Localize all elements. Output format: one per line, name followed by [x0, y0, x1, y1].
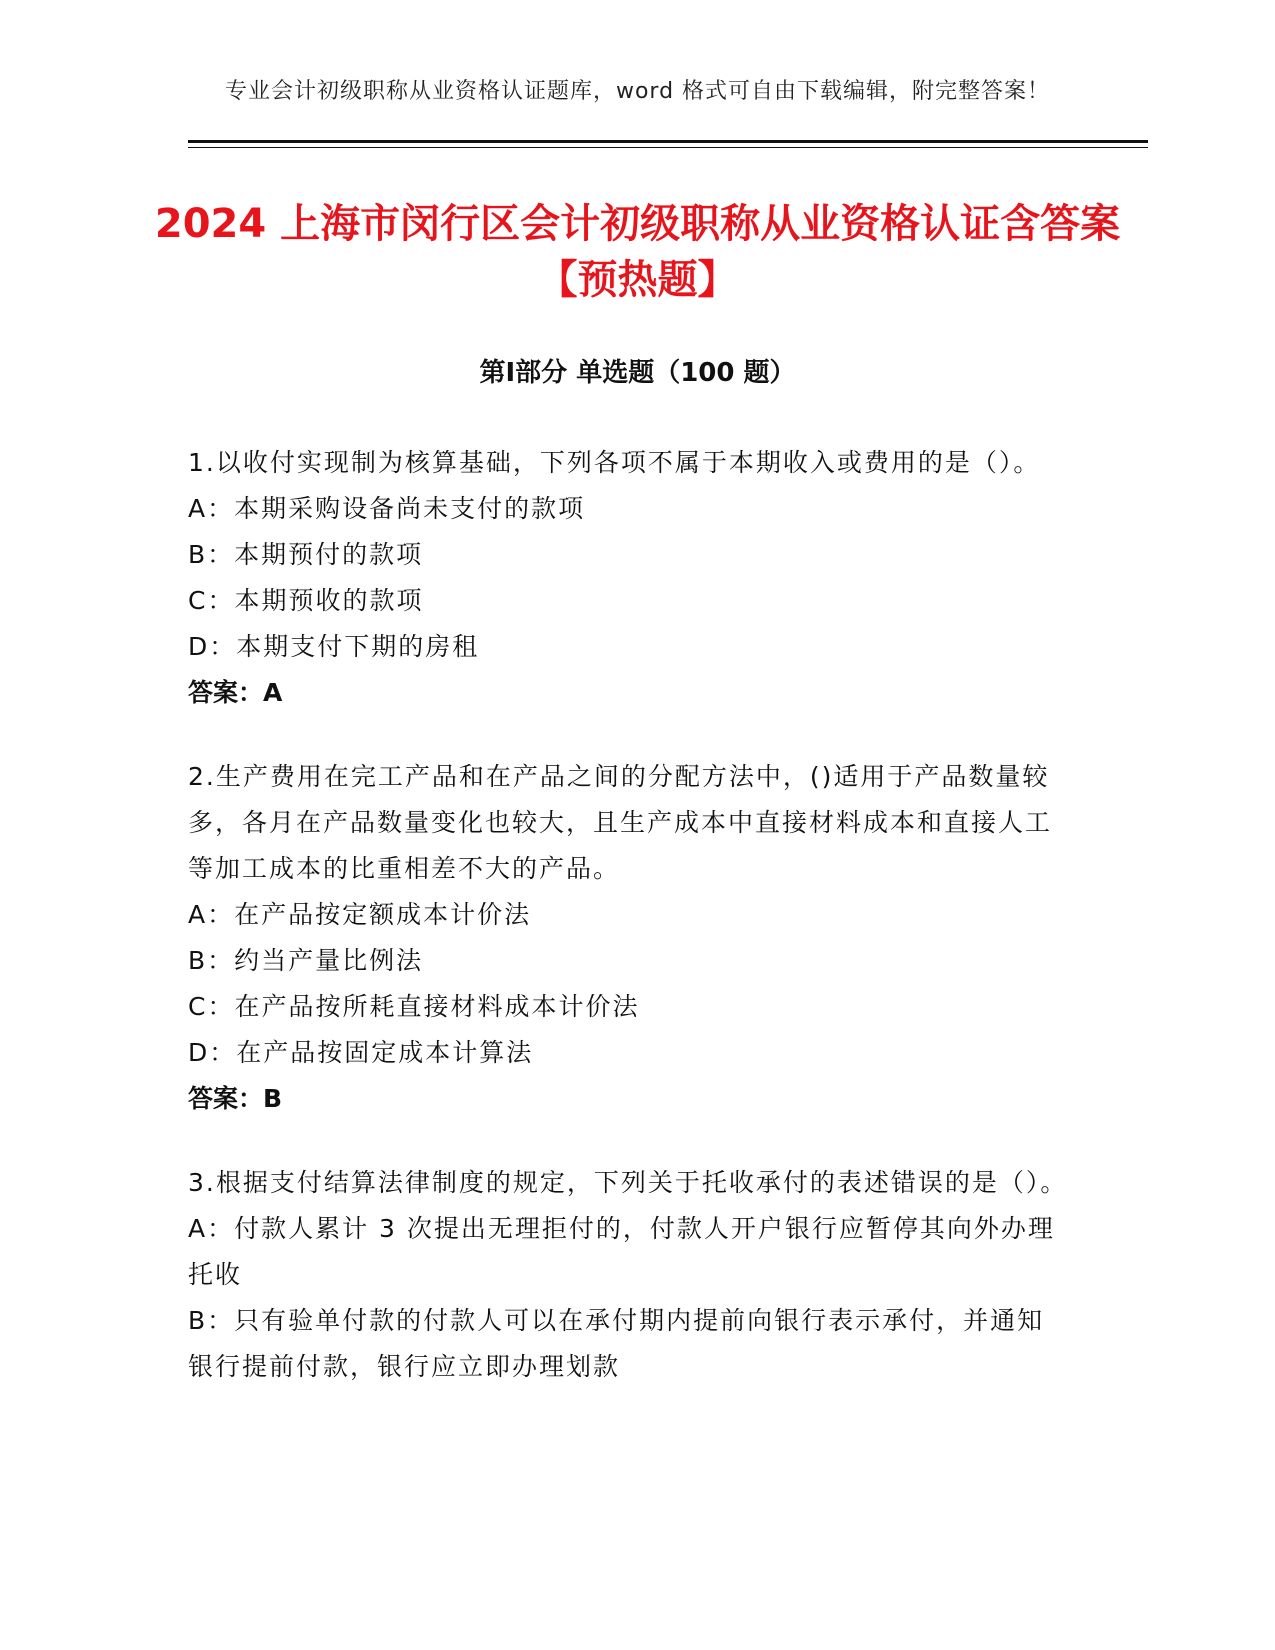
header-divider-thin	[188, 147, 1148, 148]
answer: 答案：B	[188, 1084, 283, 1113]
option-d: D：本期支付下期的房租	[188, 632, 480, 661]
question-1	[188, 440, 1068, 716]
option-b: B：只有验单付款的付款人可以在承付期内提前向银行表示承付，并通知银行提前付款，银行应立即办理划款	[188, 1306, 1045, 1381]
option-a: A：本期采购设备尚未支付的款项	[188, 494, 586, 523]
question-list	[188, 440, 1068, 1428]
question-stem: 3.根据支付结算法律制度的规定，下列关于托收承付的表述错误的是（）。	[188, 1168, 1068, 1197]
option-a: A：付款人累计 3 次提出无理拒付的，付款人开户银行应暂停其向外办理托收	[188, 1214, 1055, 1289]
option-a: A：在产品按定额成本计价法	[188, 900, 532, 929]
question-stem: 2.生产费用在完工产品和在产品之间的分配方法中，()适用于产品数量较多，各月在产品数量变化也较大，且生产成本中直接材料成本和直接人工等加工成本的比重相差不大的产品。	[188, 762, 1053, 883]
option-c: C：在产品按所耗直接材料成本计价法	[188, 992, 640, 1021]
header-note: 专业会计初级职称从业资格认证题库，word 格式可自由下载编辑，附完整答案！	[224, 79, 1051, 104]
header-divider-thick	[188, 140, 1148, 143]
document-title: 2024 上海市闵行区会计初级职称从业资格认证含答案【预热题】	[154, 201, 1121, 303]
answer: 答案：A	[188, 678, 283, 707]
question-2	[188, 754, 1068, 1122]
option-c: C：本期预收的款项	[188, 586, 424, 615]
option-b: B：本期预付的款项	[188, 540, 424, 569]
question-3	[188, 1160, 1068, 1390]
section-title: 第Ⅰ部分 单选题（100 题）	[479, 358, 796, 388]
question-stem: 1.以收付实现制为核算基础，下列各项不属于本期收入或费用的是（）。	[188, 448, 1041, 477]
option-d: D：在产品按固定成本计算法	[188, 1038, 534, 1067]
option-b: B：约当产量比例法	[188, 946, 424, 975]
